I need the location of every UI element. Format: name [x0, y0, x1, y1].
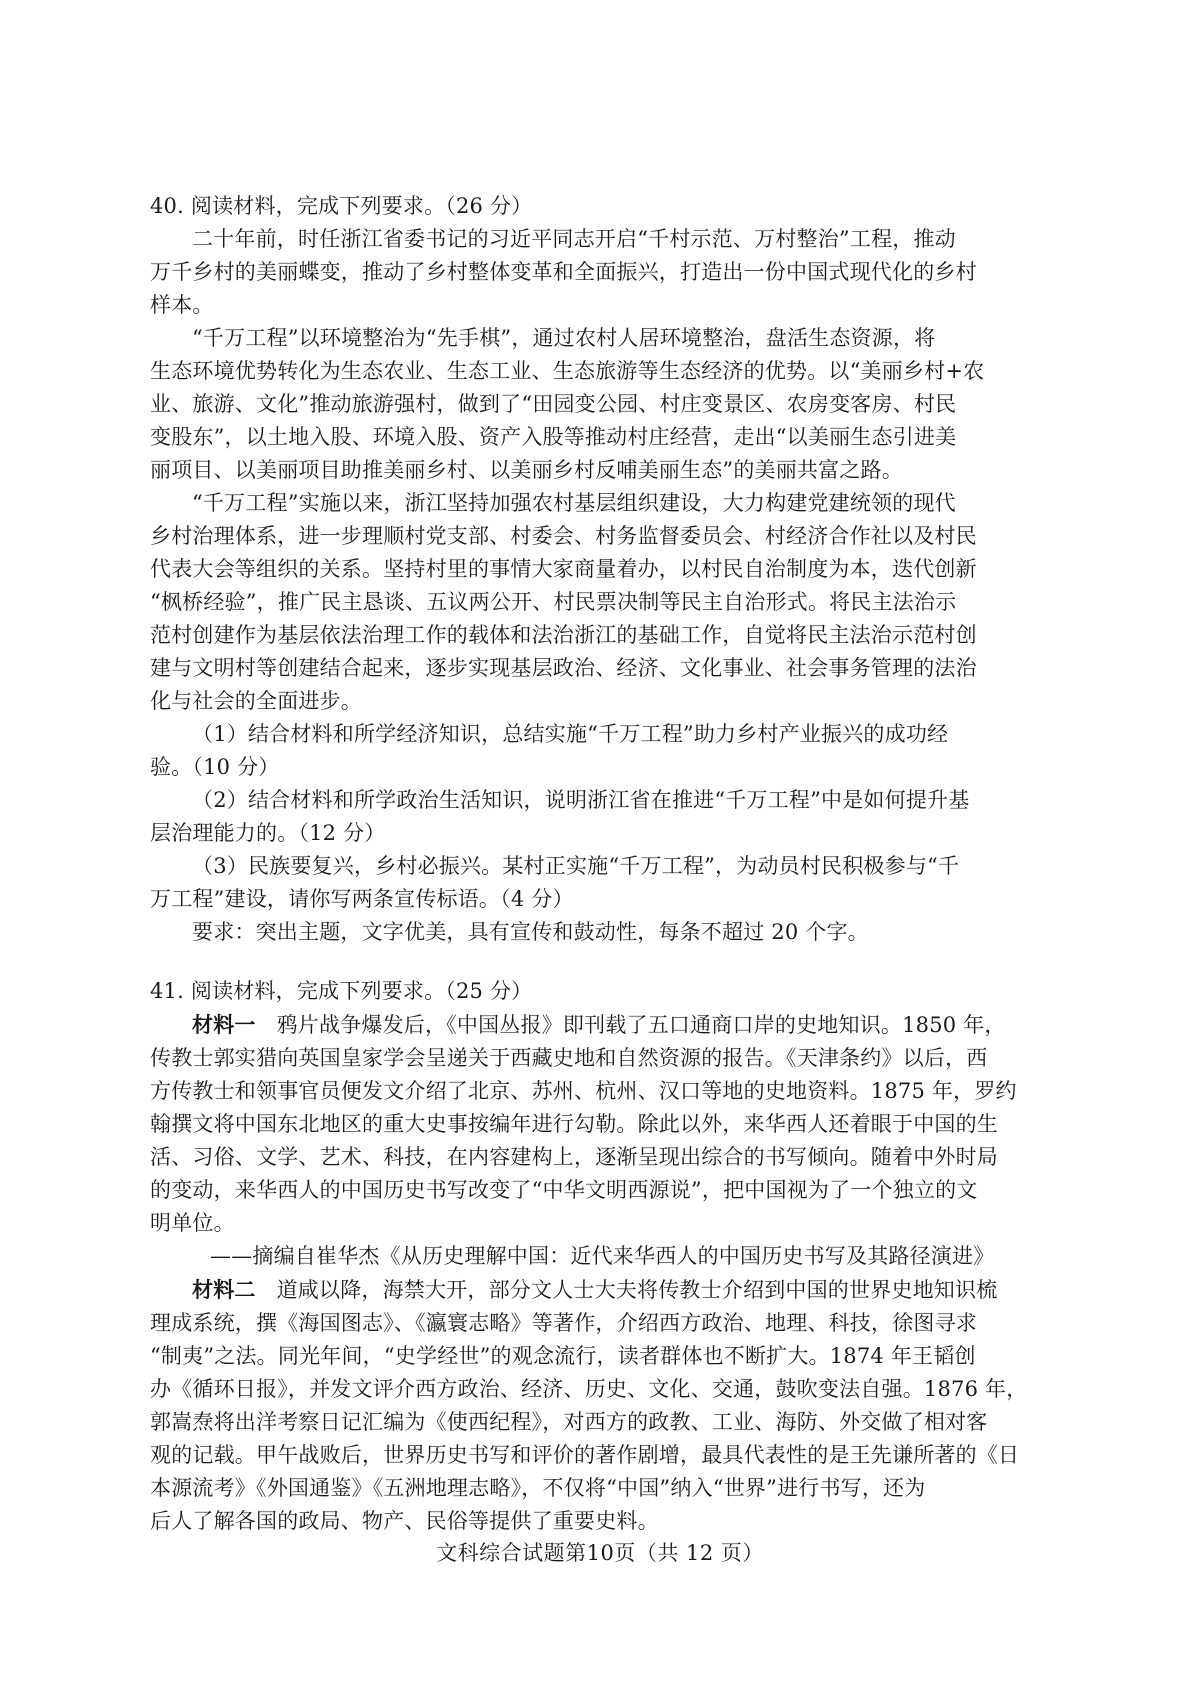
- q41-mat2-line: 观的记载。甲午战败后，世界历史书写和评价的著作剧增，最具代表性的是王先谦所著的《日: [150, 1443, 1020, 1467]
- q40-para3-line: 乡村治理体系，进一步理顺村党支部、村委会、村务监督委员会、村经济合作社以及村民: [150, 524, 977, 548]
- q41-mat1-line: 活、习俗、文学、艺术、科技，在内容建构上，逐渐呈现出综合的书写倾向。随着中外时局: [150, 1145, 998, 1169]
- q41-mat1-first-line: [150, 1008, 1045, 1042]
- q41-mat2-line: 后人了解各国的政局、物产、民俗等提供了重要史料。: [150, 1509, 659, 1533]
- page-content: [150, 190, 1045, 1538]
- q41-mat1-line: 传教士郭实猎向英国皇家学会呈递关于西藏史地和自然资源的报告。《天津条约》以后，西: [150, 1046, 988, 1070]
- q41-mat1-line: 的变动，来华西人的中国历史书写改变了“中华文明西源说”，把中国视为了一个独立的文: [150, 1178, 978, 1202]
- page-footer: 文科综合试题第10页（共 12 页）: [436, 1541, 764, 1565]
- q40-para1-line: 万千乡村的美丽蝶变，推动了乡村整体变革和全面振兴，打造出一份中国式现代化的乡村: [150, 260, 977, 284]
- q41-mat2-line: 办《循环日报》，并发文评介西方政治、经济、历史、文化、交通，鼓吹变法自强。1876 年，: [150, 1377, 1028, 1401]
- q41-mat1-line: 方传教士和领事官员便发文介绍了北京、苏州、杭州、汉口等地的史地资料。1875 年，罗约: [150, 1079, 1017, 1103]
- question-gap: [150, 949, 1045, 975]
- q41-mat2-first-line: [150, 1273, 1045, 1307]
- q40-para1-line: 二十年前，时任浙江省委书记的习近平同志开启“千村示范、万村整治”工程，推动: [192, 227, 956, 251]
- material-2-label: 材料二: [192, 1277, 256, 1302]
- q41-mat2-line: 本源流考》《外国通鉴》《五洲地理志略》，不仅将“中国”纳入“世界”进行书写，还为: [150, 1476, 926, 1500]
- q40-sub3-line: （3）民族要复兴，乡村必振兴。某村正实施“千万工程”，为动员村民积极参与“千: [192, 854, 960, 878]
- material-1-label: 材料一: [192, 1012, 256, 1037]
- q40-para1-line: 样本。: [150, 293, 214, 317]
- q40-para2-line: 变股东”，以土地入股、环境入股、资产入股等推动村庄经营，走出“以美丽生态引进美: [150, 425, 957, 449]
- q41-mat1-line: 明单位。: [150, 1211, 235, 1235]
- q40-para2-line: 业、旅游、文化”推动旅游强村，做到了“田园变公园、村庄变景区、农房变客房、村民: [150, 392, 957, 416]
- question-40-title: 40. 阅读材料，完成下列要求。（26 分）: [150, 194, 533, 218]
- q40-para2-line: “千万工程”以环境整治为“先手棋”，通过农村人居环境整治，盘活生态资源，将: [192, 326, 936, 350]
- q40-sub2-line: （2）结合材料和所学政治生活知识，说明浙江省在推进“千万工程”中是如何提升基: [192, 788, 970, 812]
- question-41-title: 41. 阅读材料，完成下列要求。（25 分）: [150, 979, 533, 1003]
- q40-para3-line: “千万工程”实施以来，浙江坚持加强农村基层组织建设，大力构建党建统领的现代: [192, 491, 956, 515]
- q41-mat1-line: 翰撰文将中国东北地区的重大史事按编年进行勾勒。除此以外，来华西人还着眼于中国的生: [150, 1112, 998, 1136]
- q41-mat2-line: “制夷”之法。同光年间，“史学经世”的观念流行，读者群体也不断扩大。1874 年王韬创: [150, 1344, 976, 1368]
- q40-para3-line: 代表大会等组织的关系。坚持村里的事情大家商量着办，以村民自治制度为本，迭代创新: [150, 557, 977, 581]
- q40-para3-line: 范村创建作为基层依法治理工作的载体和法治浙江的基础工作，自觉将民主法治示范村创: [150, 623, 977, 647]
- q41-mat1-text: 鸦片战争爆发后，《中国丛报》即刊载了五口通商口岸的史地知识。1850 年，: [276, 1013, 1006, 1037]
- q40-sub2-line: 层治理能力的。（12 分）: [150, 821, 386, 845]
- q40-sub3-line: 万工程”建设，请你写两条宣传标语。（4 分）: [150, 887, 574, 911]
- q40-para3-line: “枫桥经验”，推广民主恳谈、五议两公开、村民票决制等民主自治形式。将民主法治示: [150, 590, 957, 614]
- q41-mat2-line: 郭嵩焘将出洋考察日记汇编为《使西纪程》，对西方的政教、工业、海防、外交做了相对客: [150, 1410, 988, 1434]
- q40-para2-line: 生态环境优势转化为生态农业、生态工业、生态旅游等生态经济的优势。以“美丽乡村+农: [150, 359, 985, 383]
- q41-mat2-text: 道咸以降，海禁大开，部分文人士大夫将传教士介绍到中国的世界史地知识梳: [276, 1278, 998, 1302]
- q40-para3-line: 化与社会的全面进步。: [150, 689, 362, 713]
- q41-mat2-line: 理成系统，撰《海国图志》、《瀛寰志略》等著作，介绍西方政治、地理、科技，徐图寻求: [150, 1311, 977, 1335]
- q40-para3-line: 建与文明村等创建结合起来，逐步实现基层政治、经济、文化事业、社会事务管理的法治: [150, 656, 977, 680]
- q40-requirement: 要求：突出主题，文字优美，具有宣传和鼓动性，每条不超过 20 个字。: [192, 920, 869, 944]
- material-1-source: ——摘编自崔华杰《从历史理解中国：近代来华西人的中国历史书写及其路径演进》: [210, 1244, 995, 1268]
- q40-para2-line: 丽项目、以美丽项目助推美丽乡村、以美丽乡村反哺美丽生态”的美丽共富之路。: [150, 458, 903, 482]
- q40-sub1-line: 验。（10 分）: [150, 755, 280, 779]
- q40-sub1-line: （1）结合材料和所学经济知识，总结实施“千万工程”助力乡村产业振兴的成功经: [192, 722, 949, 746]
